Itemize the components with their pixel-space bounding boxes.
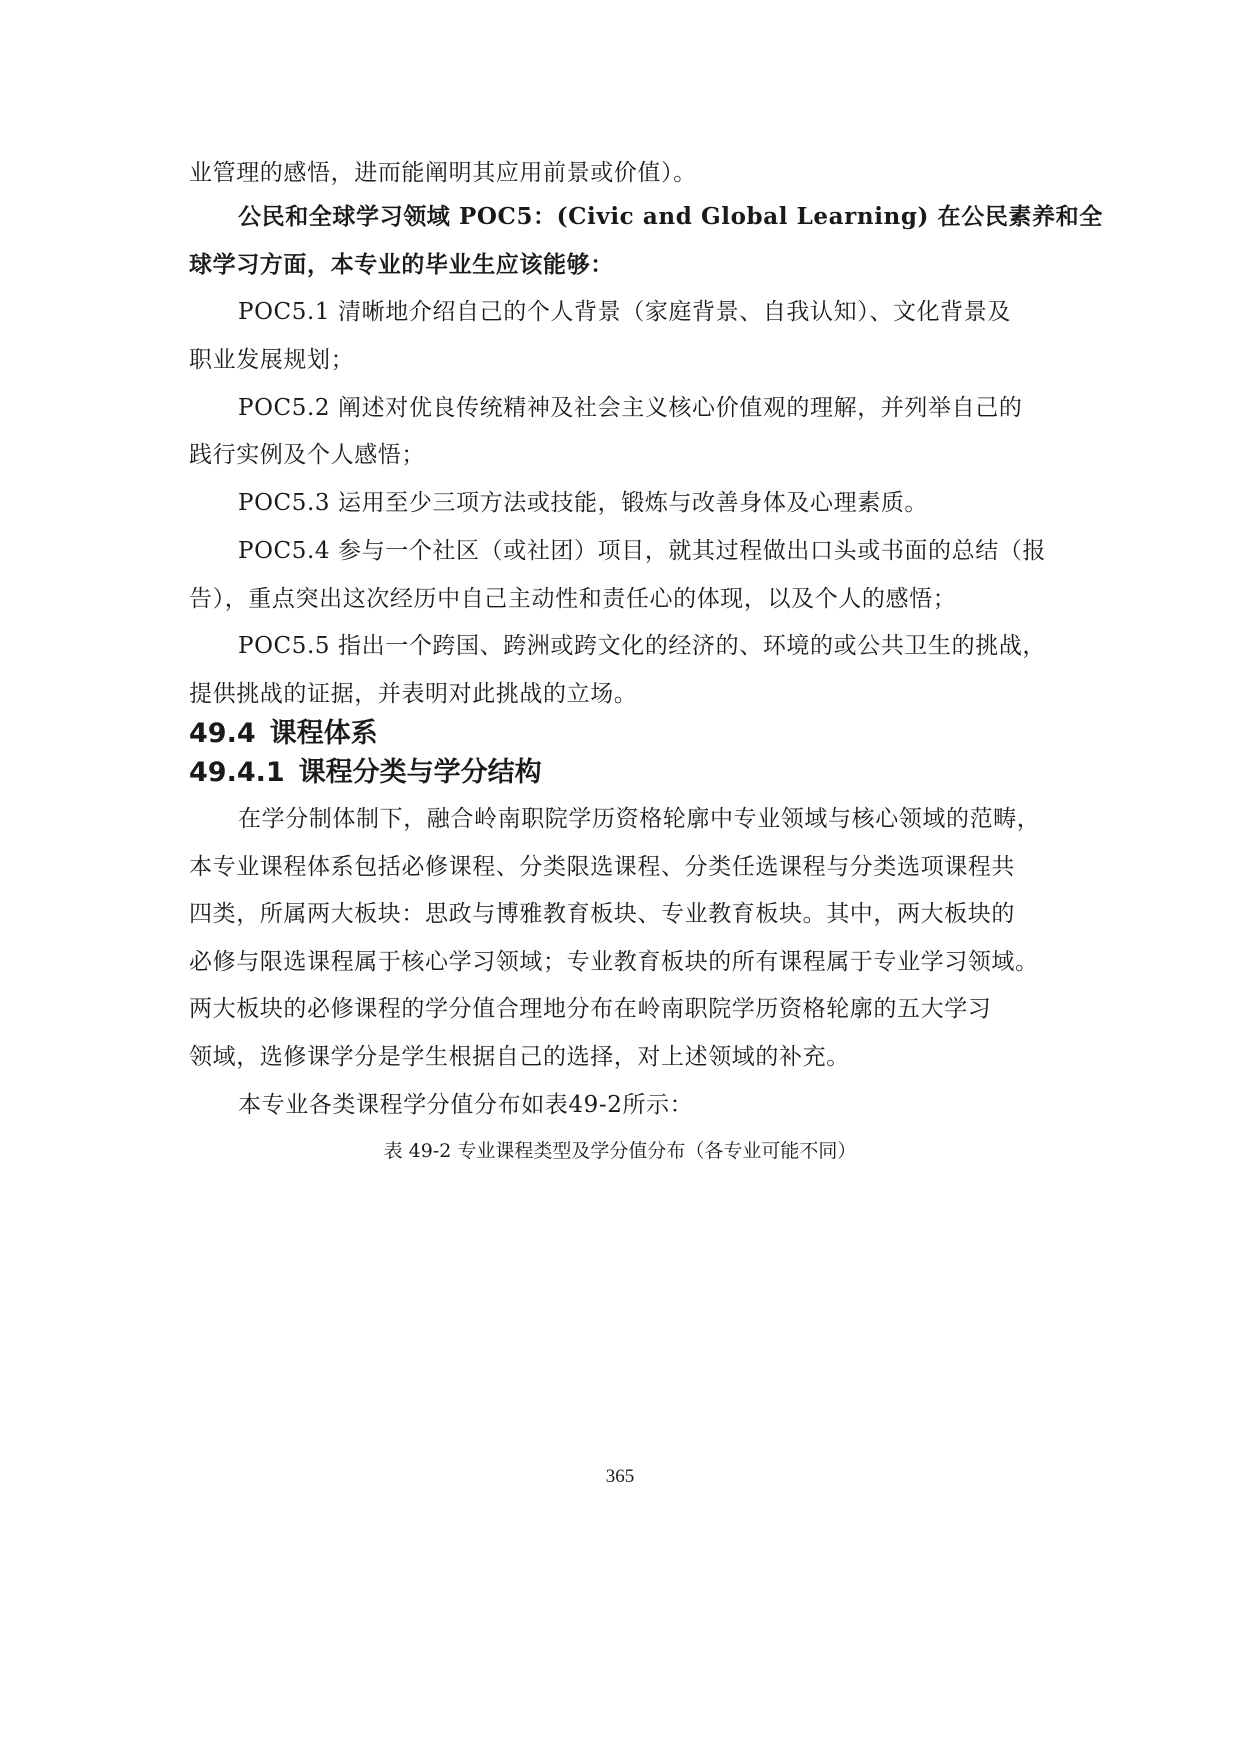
subsection-heading — [189, 756, 542, 790]
paragraph-line: 必修与限选课程属于核心学习领域；专业教育板块的所有课程属于专业学习领域。 — [189, 949, 1039, 975]
paragraph-line: 本专业课程体系包括必修课程、分类限选课程、分类任选课程与分类选项课程共 — [189, 854, 1015, 880]
paragraph-line: 领域，选修课学分是学生根据自己的选择，对上述领域的补充。 — [189, 1044, 850, 1070]
paragraph-line: 业管理的感悟，进而能阐明其应用前景或价值）。 — [189, 160, 697, 186]
poc5-2-line: 践行实例及个人感悟； — [189, 442, 425, 468]
poc5-heading-line: 球学习方面，本专业的毕业生应该能够： — [189, 251, 614, 278]
subsection-number: 49.4.1 — [189, 757, 285, 788]
paragraph-line: 两大板块的必修课程的学分值合理地分布在岭南职院学历资格轮廓的五大学习 — [189, 996, 992, 1022]
poc5-5-line: POC5.5 指出一个跨国、跨洲或跨文化的经济的、环境的或公共卫生的挑战， — [238, 633, 1047, 659]
section-number: 49.4 — [189, 718, 256, 749]
poc5-4-line: POC5.4 参与一个社区（或社团）项目，就其过程做出口头或书面的总结（报 — [238, 538, 1047, 564]
poc5-1-line: 职业发展规划； — [189, 347, 355, 373]
poc5-2-line: POC5.2 阐述对优良传统精神及社会主义核心价值观的理解，并列举自己的 — [238, 395, 1023, 421]
paragraph-line: 本专业各类课程学分值分布如表49-2所示： — [238, 1092, 694, 1118]
poc5-heading-line: 公民和全球学习领域 POC5：(Civic and Global Learning) 在公民素养和全 — [238, 203, 1103, 230]
poc5-4-line: 告），重点突出这次经历中自己主动性和责任心的体现，以及个人的感悟； — [189, 586, 957, 612]
table-caption: 表 49-2 专业课程类型及学分值分布（各专业可能不同） — [383, 1140, 857, 1162]
paragraph-line: 在学分制体制下，融合岭南职院学历资格轮廓中专业领域与核心领域的范畴， — [238, 806, 1041, 832]
poc5-3-line: POC5.3 运用至少三项方法或技能，锻炼与改善身体及心理素质。 — [238, 490, 929, 516]
poc5-5-line: 提供挑战的证据，并表明对此挑战的立场。 — [189, 681, 638, 707]
poc5-1-line: POC5.1 清晰地介绍自己的个人背景（家庭背景、自我认知）、文化背景及 — [238, 299, 1011, 325]
page-number: 365 — [605, 1466, 635, 1487]
subsection-title: 课程分类与学分结构 — [298, 757, 542, 788]
section-title: 课程体系 — [269, 718, 378, 749]
paragraph-line: 四类，所属两大板块：思政与博雅教育板块、专业教育板块。其中，两大板块的 — [189, 901, 1015, 927]
section-heading — [189, 717, 378, 751]
